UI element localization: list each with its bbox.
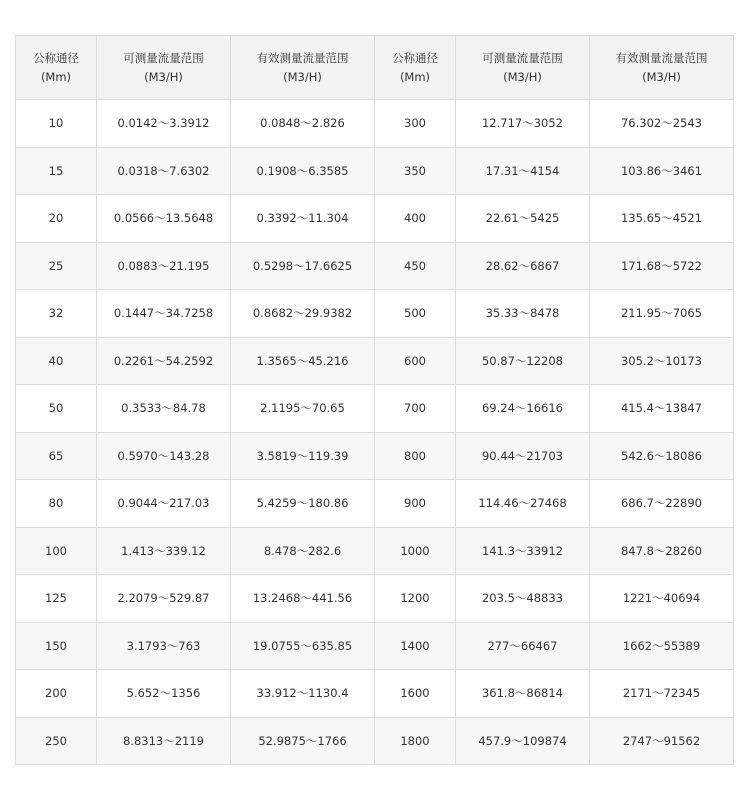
effective-range-cell: 1662～55389 — [590, 622, 734, 670]
measurable-range-cell: 2.2079～529.87 — [97, 575, 231, 623]
measurable-range-cell: 12.717～3052 — [456, 100, 590, 148]
dn-cell: 1000 — [375, 527, 456, 575]
table-row — [16, 670, 734, 718]
dn-cell: 80 — [16, 480, 97, 528]
measurable-range-cell: 0.0142～3.3912 — [97, 100, 231, 148]
table-body — [16, 100, 734, 765]
dn-cell: 20 — [16, 195, 97, 243]
table-row — [16, 432, 734, 480]
effective-range-cell: 103.86～3461 — [590, 147, 734, 195]
dn-cell: 65 — [16, 432, 97, 480]
header-label: 有效测量流量范围 — [615, 50, 708, 65]
effective-range-cell: 52.9875～1766 — [231, 717, 375, 765]
measurable-range-cell: 3.1793～763 — [97, 622, 231, 670]
effective-range-cell: 8.478～282.6 — [231, 527, 375, 575]
dn-cell: 15 — [16, 147, 97, 195]
effective-range-cell: 3.5819～119.39 — [231, 432, 375, 480]
table-row — [16, 385, 734, 433]
measurable-range-cell: 277～66467 — [456, 622, 590, 670]
header-unit: (Mm) — [40, 69, 72, 84]
measurable-range-cell: 114.46～27468 — [456, 480, 590, 528]
measurable-range-cell: 22.61～5425 — [456, 195, 590, 243]
effective-range-cell: 171.68～5722 — [590, 242, 734, 290]
dn-cell: 1200 — [375, 575, 456, 623]
effective-range-cell: 0.0848～2.826 — [231, 100, 375, 148]
table-row — [16, 527, 734, 575]
dn-cell: 350 — [375, 147, 456, 195]
table-row — [16, 622, 734, 670]
dn-cell: 250 — [16, 717, 97, 765]
effective-range-cell: 2747～91562 — [590, 717, 734, 765]
dn-cell: 200 — [16, 670, 97, 718]
table-row — [16, 337, 734, 385]
measurable-range-cell: 90.44～21703 — [456, 432, 590, 480]
dn-cell: 150 — [16, 622, 97, 670]
measurable-range-cell: 0.3533～84.78 — [97, 385, 231, 433]
dn-cell: 300 — [375, 100, 456, 148]
effective-range-cell: 1.3565～45.216 — [231, 337, 375, 385]
effective-range-cell: 1221～40694 — [590, 575, 734, 623]
effective-range-cell: 211.95～7065 — [590, 290, 734, 338]
effective-range-cell: 847.8～28260 — [590, 527, 734, 575]
measurable-range-cell: 0.0883～21.195 — [97, 242, 231, 290]
header-label: 公称通径 — [33, 50, 79, 65]
header-unit: (Mm) — [399, 69, 431, 84]
effective-range-cell: 13.2468～441.56 — [231, 575, 375, 623]
effective-range-cell: 19.0755～635.85 — [231, 622, 375, 670]
dn-cell: 10 — [16, 100, 97, 148]
table-row — [16, 290, 734, 338]
flow-range-table — [15, 35, 734, 765]
flow-range-table-container — [15, 35, 733, 765]
dn-header — [16, 36, 97, 100]
table-row — [16, 100, 734, 148]
dn-cell: 450 — [375, 242, 456, 290]
table-row — [16, 575, 734, 623]
effective-range-cell: 2.1195～70.65 — [231, 385, 375, 433]
table-row — [16, 147, 734, 195]
table-header — [16, 36, 734, 100]
table-row — [16, 480, 734, 528]
table-row — [16, 242, 734, 290]
dn-cell: 1400 — [375, 622, 456, 670]
dn-cell: 32 — [16, 290, 97, 338]
effective-range-cell: 542.6～18086 — [590, 432, 734, 480]
dn-cell: 1800 — [375, 717, 456, 765]
measurable-range-cell: 457.9～109874 — [456, 717, 590, 765]
header-label: 可测量流量范围 — [482, 50, 563, 65]
measurable-range-cell: 5.652～1356 — [97, 670, 231, 718]
effective-range-cell: 305.2～10173 — [590, 337, 734, 385]
effective-range-cell: 135.65～4521 — [590, 195, 734, 243]
dn-cell: 1600 — [375, 670, 456, 718]
header-row — [16, 36, 734, 100]
header-label: 公称通径 — [392, 50, 438, 65]
dn-cell: 800 — [375, 432, 456, 480]
header-unit: (M3/H) — [642, 69, 681, 84]
header-unit: (M3/H) — [283, 69, 322, 84]
dn-header — [375, 36, 456, 100]
header-unit: (M3/H) — [144, 69, 183, 84]
measurable-range-header — [97, 36, 231, 100]
measurable-range-cell: 0.0566～13.5648 — [97, 195, 231, 243]
effective-range-cell: 415.4～13847 — [590, 385, 734, 433]
dn-cell: 125 — [16, 575, 97, 623]
dn-cell: 100 — [16, 527, 97, 575]
measurable-range-header — [456, 36, 590, 100]
header-unit: (M3/H) — [503, 69, 542, 84]
measurable-range-cell: 361.8～86814 — [456, 670, 590, 718]
effective-range-cell: 2171～72345 — [590, 670, 734, 718]
measurable-range-cell: 1.413～339.12 — [97, 527, 231, 575]
measurable-range-cell: 0.5970～143.28 — [97, 432, 231, 480]
effective-range-cell: 0.1908～6.3585 — [231, 147, 375, 195]
effective-range-cell: 76.302～2543 — [590, 100, 734, 148]
table-row — [16, 717, 734, 765]
dn-cell: 50 — [16, 385, 97, 433]
dn-cell: 700 — [375, 385, 456, 433]
effective-range-cell: 33.912～1130.4 — [231, 670, 375, 718]
dn-cell: 25 — [16, 242, 97, 290]
measurable-range-cell: 69.24～16616 — [456, 385, 590, 433]
measurable-range-cell: 50.87～12208 — [456, 337, 590, 385]
effective-range-cell: 0.8682～29.9382 — [231, 290, 375, 338]
measurable-range-cell: 35.33～8478 — [456, 290, 590, 338]
effective-range-cell: 0.5298～17.6625 — [231, 242, 375, 290]
dn-cell: 600 — [375, 337, 456, 385]
measurable-range-cell: 0.9044～217.03 — [97, 480, 231, 528]
measurable-range-cell: 141.3～33912 — [456, 527, 590, 575]
table-row — [16, 195, 734, 243]
measurable-range-cell: 17.31～4154 — [456, 147, 590, 195]
effective-range-cell: 5.4259～180.86 — [231, 480, 375, 528]
effective-range-cell: 0.3392～11.304 — [231, 195, 375, 243]
measurable-range-cell: 28.62～6867 — [456, 242, 590, 290]
effective-range-header — [590, 36, 734, 100]
measurable-range-cell: 0.0318～7.6302 — [97, 147, 231, 195]
dn-cell: 40 — [16, 337, 97, 385]
dn-cell: 400 — [375, 195, 456, 243]
measurable-range-cell: 0.1447～34.7258 — [97, 290, 231, 338]
dn-cell: 500 — [375, 290, 456, 338]
measurable-range-cell: 8.8313～2119 — [97, 717, 231, 765]
measurable-range-cell: 0.2261～54.2592 — [97, 337, 231, 385]
header-label: 有效测量流量范围 — [256, 50, 349, 65]
effective-range-header — [231, 36, 375, 100]
measurable-range-cell: 203.5～48833 — [456, 575, 590, 623]
dn-cell: 900 — [375, 480, 456, 528]
effective-range-cell: 686.7～22890 — [590, 480, 734, 528]
header-label: 可测量流量范围 — [123, 50, 204, 65]
